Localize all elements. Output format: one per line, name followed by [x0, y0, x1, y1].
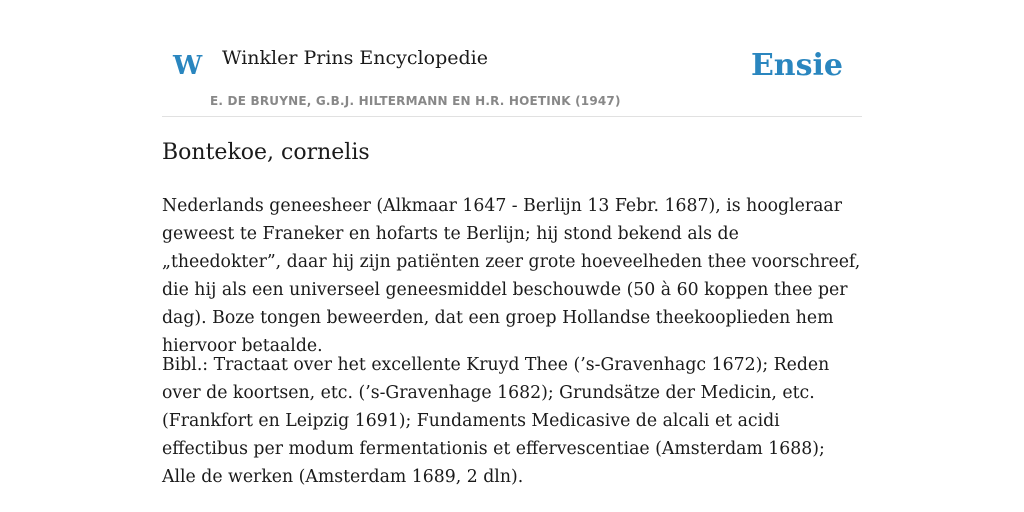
source-header	[162, 40, 862, 117]
article-paragraph: Nederlands geneesheer (Alkmaar 1647 - Berlijn 13 Febr. 1687), is hoogleraar geweest te Franeker en hofarts te Berlijn; hij stond bekend als de „theedokter”, daar hij zijn patiënten zeer grote hoeveelheden thee voorschreef, die hij als een universeel geneesmiddel beschouwde (50 à 60 koppen thee per dag). Boze tongen beweerden, dat een groep Hollandse theekooplieden hem hiervoor betaalde.	[162, 196, 861, 356]
article-title: Bontekoe, cornelis	[162, 140, 370, 165]
ensie-brand-link[interactable]: Ensie	[750, 48, 843, 83]
source-authors: E. DE BRUYNE, G.B.J. HILTERMANN EN H.R. HOETINK (1947)	[210, 94, 621, 108]
bibliography-paragraph: Bibl.: Tractaat over het excellente Kruyd Thee (’s-Gravenhagc 1672); Reden over de koortsen, etc. (’s-Gravenhage 1682); Grundsätze der Medicin, etc. (Frankfort en Leipzig 1691); Fundaments Medicasive de alcali et acidi effectibus per modum fermentationis et effervescentiae (Amsterdam 1688); Alle de werken (Amsterdam 1689, 2 dln).	[162, 355, 830, 487]
source-title: Winkler Prins Encyclopedie	[222, 47, 488, 69]
winkler-prins-logo-icon: W	[173, 51, 203, 81]
